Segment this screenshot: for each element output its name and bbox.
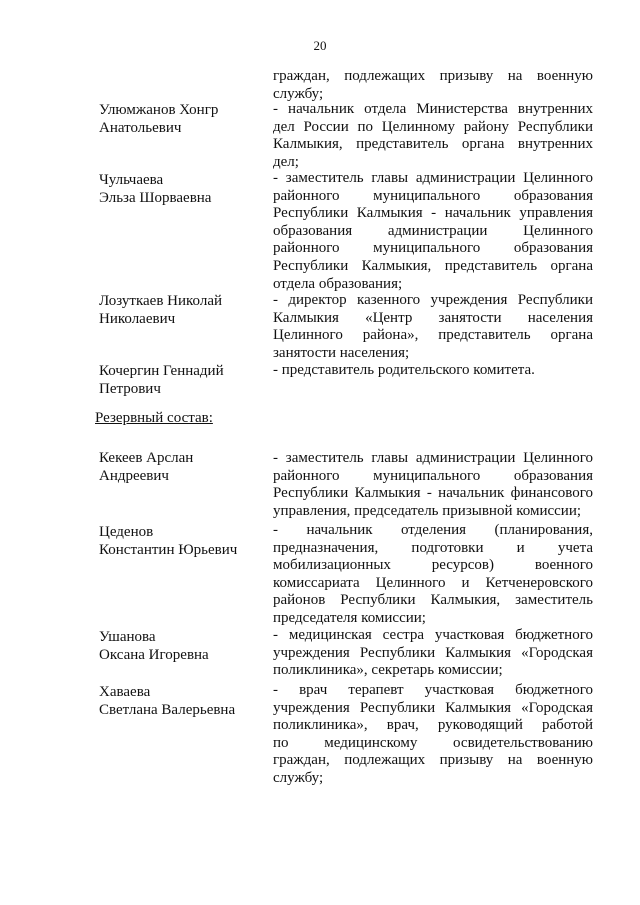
reserve-member-name <box>99 523 264 559</box>
member-role-line: дел; <box>273 153 299 170</box>
member-role-line: районов Республики Калмыкия, заместитель <box>273 592 593 609</box>
member-name <box>99 292 264 328</box>
member-role-line: - начальник отделения (планирования, <box>273 522 593 538</box>
member-role-line: - начальник отдела Министерства внутренних <box>273 101 593 117</box>
member-name-line: Оксана Игоревна <box>99 647 209 663</box>
member-role-line: образования администрации Целинного <box>273 222 593 239</box>
member-name <box>99 101 264 137</box>
page-number: 20 <box>313 38 327 53</box>
member-role-line: районного муниципального образования <box>273 467 593 484</box>
member-name-line: Анатольевич <box>99 120 182 136</box>
reserve-member-name <box>99 683 264 719</box>
member-role-line: Калмыкия, представитель органа внутренних <box>273 136 593 153</box>
member-role-line: учреждения Республики Калмыкия «Городская <box>273 644 593 661</box>
continuation-line: службу; <box>273 85 324 102</box>
member-role-line: Республики Калмыкия - начальник финансового <box>273 485 593 502</box>
member-role-line: дел России по Целинному району Республики <box>273 118 593 135</box>
member-role-line: учреждения Республики Калмыкия «Городская <box>273 699 593 716</box>
member-name-line: Константин Юрьевич <box>99 542 238 558</box>
member-role-line: предназначения, подготовки и учета <box>273 539 593 556</box>
continuation-line: граждан, подлежащих призыву на военную <box>273 68 593 84</box>
reserve-member-role <box>273 522 593 628</box>
member-role-line: мобилизационных ресурсов) военного <box>273 557 593 574</box>
member-name-line: Николаевич <box>99 311 176 327</box>
member-role-line: - заместитель главы администрации Целинного <box>273 450 593 466</box>
member-role-line: - директор казенного учреждения Республики <box>273 292 593 308</box>
member-role-line: - представитель родительского комитета. <box>273 362 535 378</box>
member-role-line: - врач терапевт участковая бюджетного <box>273 682 593 698</box>
member-role-line: - медицинская сестра участковая бюджетного <box>273 627 593 643</box>
member-name-line: Петрович <box>99 381 161 397</box>
member-role-line: Республики Калмыкия - начальник управления <box>273 205 593 222</box>
member-role-line: по медицинскому освидетельствованию <box>273 734 593 751</box>
member-role-line: граждан, подлежащих призыву на военную <box>273 752 593 769</box>
continuation-text <box>273 68 593 103</box>
member-role-line: - заместитель главы администрации Целинного <box>273 170 593 186</box>
reserve-member-name <box>99 449 264 485</box>
member-role-line: председателя комиссии; <box>273 609 426 626</box>
reserve-member-name <box>99 628 264 664</box>
member-role-line: занятости населения; <box>273 344 410 361</box>
member-role-line: Целинного района», представитель органа <box>273 327 593 344</box>
member-name-line: Цеденов <box>99 524 154 540</box>
member-role-line: районного муниципального образования <box>273 187 593 204</box>
reserve-heading: Резервный состав: <box>95 410 213 426</box>
member-role-line: управления, председатель призывной комиссии; <box>273 502 582 519</box>
member-role-line: поликлиника», секретарь комиссии; <box>273 662 503 679</box>
member-name-line: Улюмжанов Хонгр <box>99 102 219 118</box>
member-name-line: Кочергин Геннадий <box>99 363 224 379</box>
member-name-line: Светлана Валерьевна <box>99 702 236 718</box>
member-role-line: районного муниципального образования <box>273 240 593 257</box>
reserve-member-role <box>273 450 593 520</box>
member-role-line: отдела образования; <box>273 275 403 292</box>
member-name-line: Эльза Шорваевна <box>99 190 212 206</box>
member-role-line: поликлиника», врач, руководящий работой <box>273 717 593 734</box>
member-name-line: Хаваева <box>99 684 151 700</box>
member-name <box>99 362 264 398</box>
member-role <box>273 362 593 380</box>
reserve-member-role <box>273 682 593 788</box>
member-role-line: службу; <box>273 769 324 786</box>
member-name-line: Ушанова <box>99 629 156 645</box>
member-role-line: Республики Калмыкия, представитель органа <box>273 257 593 274</box>
member-name-line: Чульчаева <box>99 172 164 188</box>
member-name <box>99 171 264 207</box>
member-name-line: Андреевич <box>99 468 169 484</box>
member-role <box>273 170 593 293</box>
member-role-line: Калмыкия «Центр занятости населения <box>273 309 593 326</box>
member-role-line: комиссариата Целинного и Кетченеровского <box>273 574 593 591</box>
member-name-line: Кекеев Арслан <box>99 450 194 466</box>
member-role <box>273 292 593 362</box>
member-name-line: Лозуткаев Николай <box>99 293 223 309</box>
reserve-member-role <box>273 627 593 680</box>
member-role <box>273 101 593 171</box>
